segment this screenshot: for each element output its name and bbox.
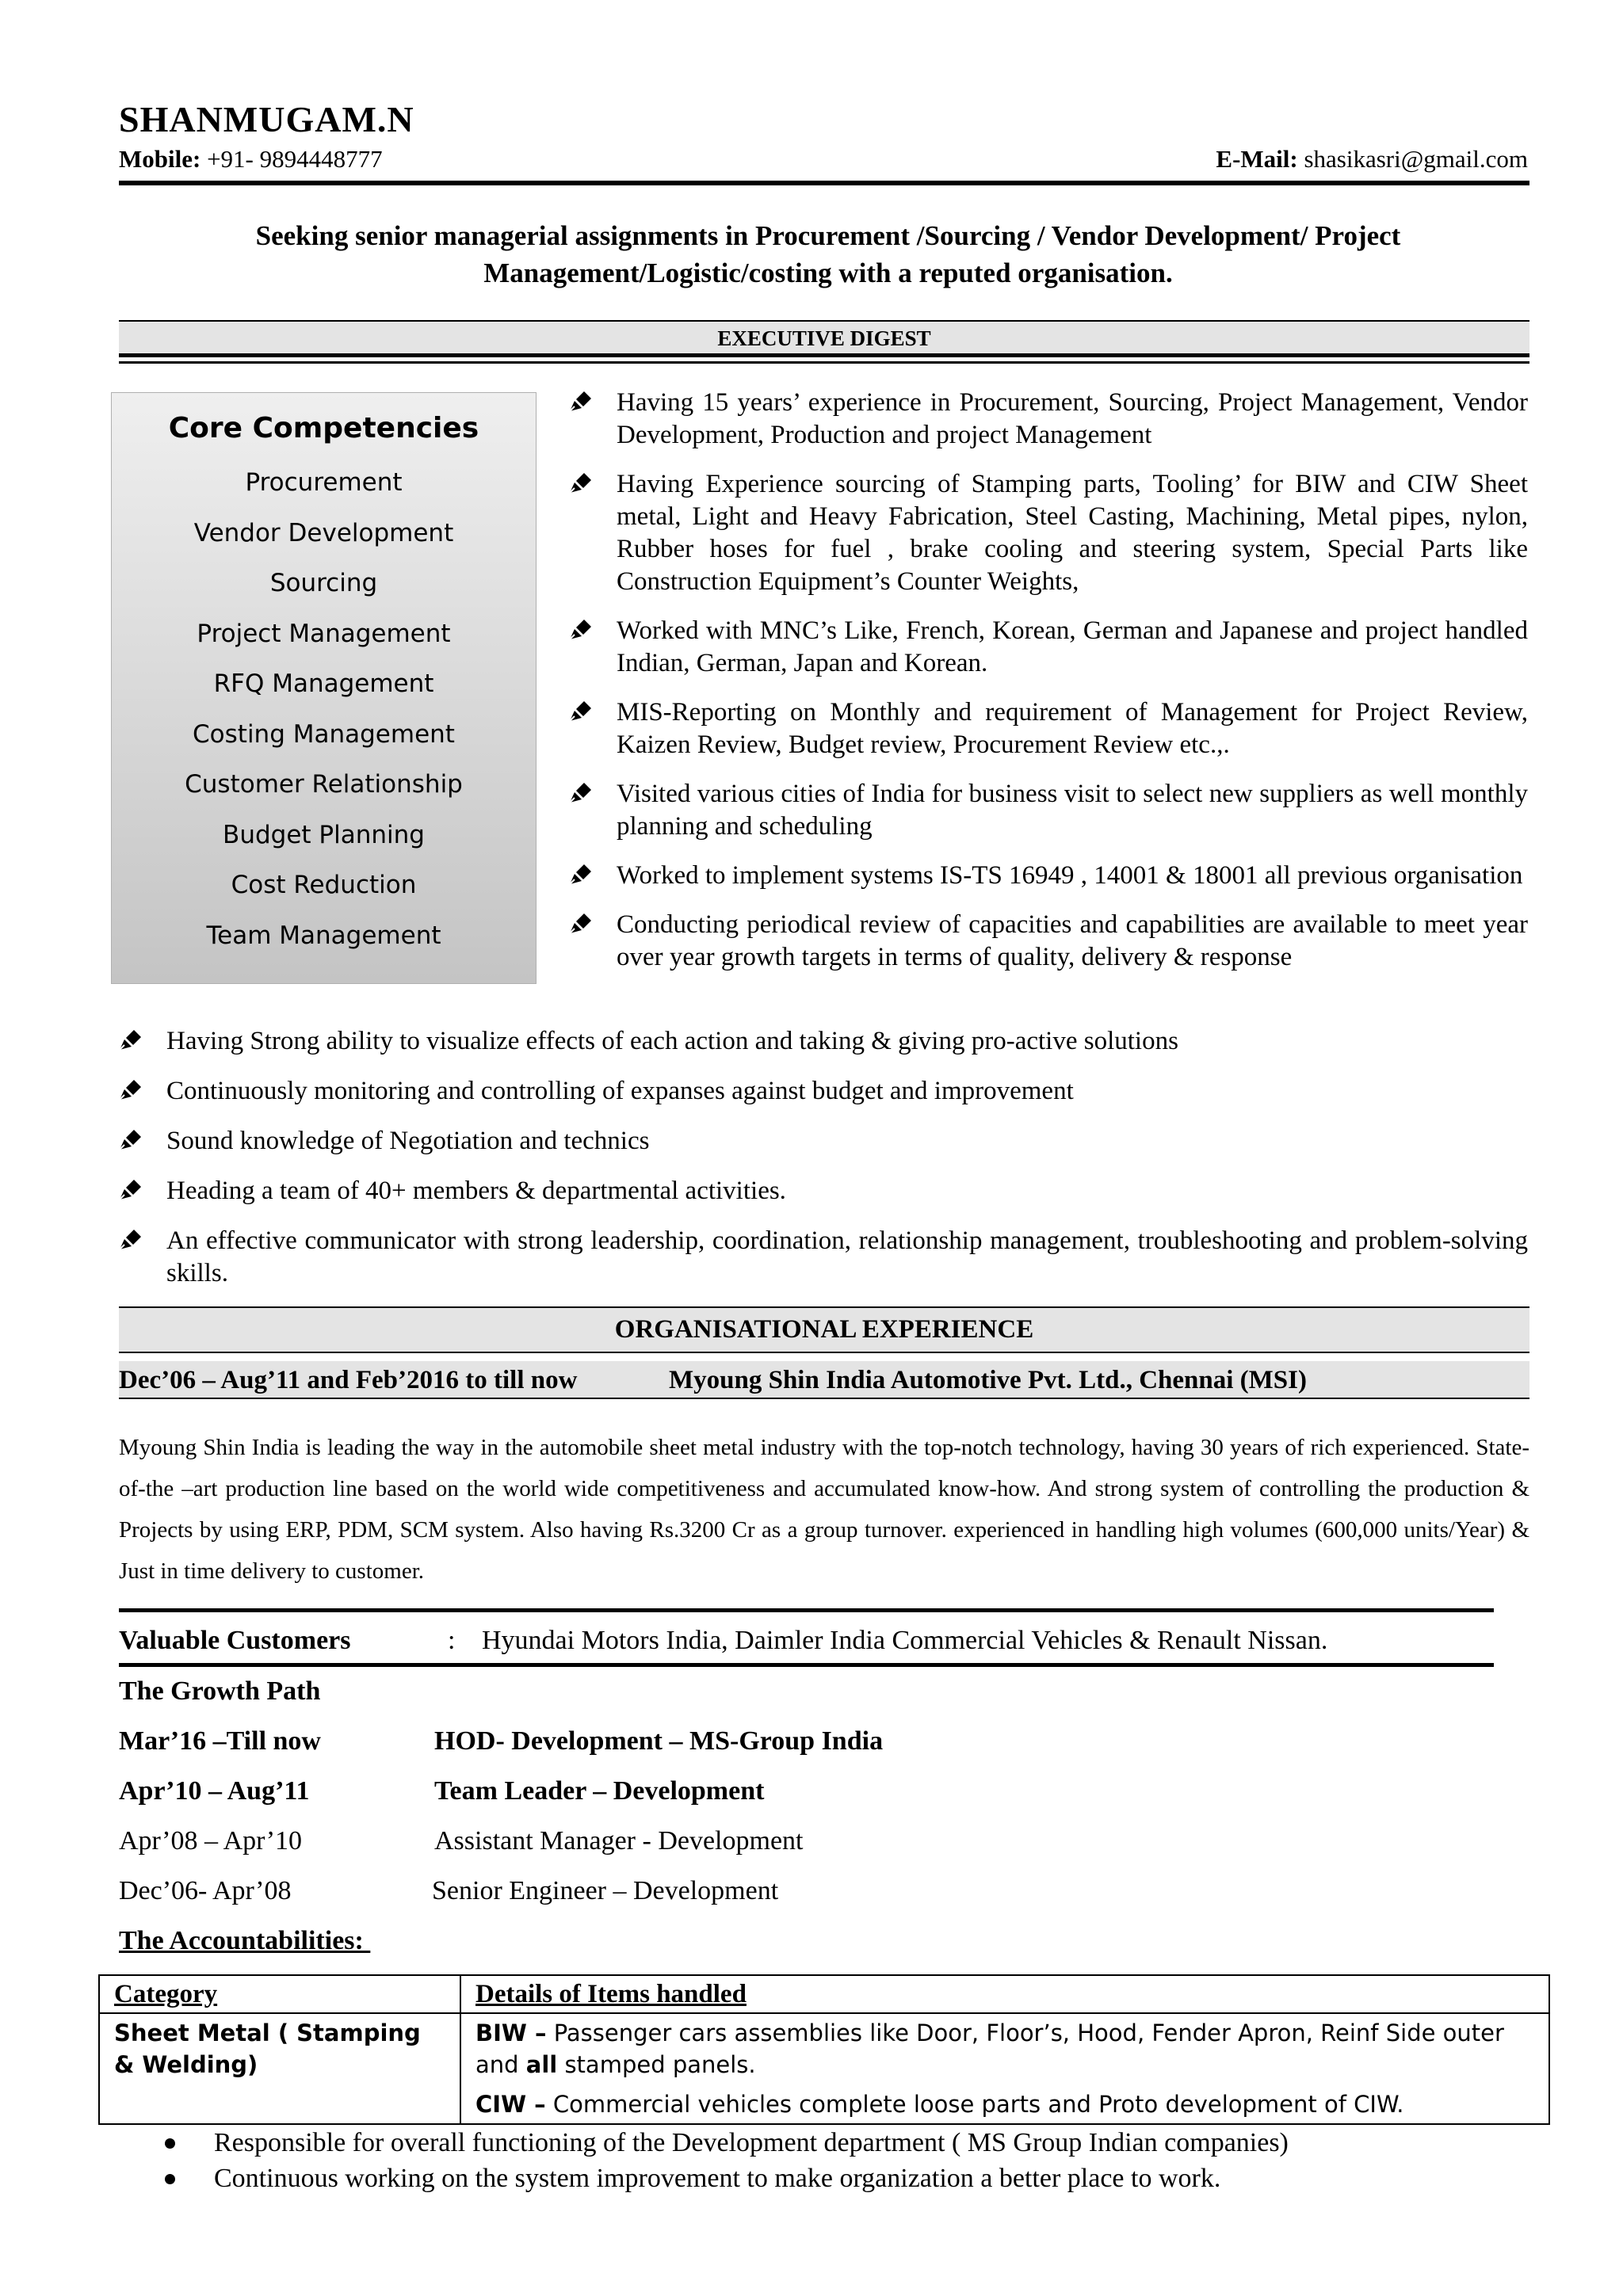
growth-period: Apr’10 – Aug’11 bbox=[119, 1776, 310, 1806]
digest-bullet bbox=[166, 1025, 1528, 1058]
digest-bullet-text: Visited various cities of India for business visit to select new suppliers as well monthly planning and scheduling bbox=[617, 780, 1528, 841]
competency-item bbox=[112, 458, 536, 509]
table-header-cell bbox=[460, 1975, 1549, 2013]
digest-bullet bbox=[617, 696, 1528, 761]
closing-bullet-text: Continuous working on the system improvement to make organization a better place to work. bbox=[214, 2164, 1221, 2193]
dot-icon bbox=[165, 2174, 175, 2184]
digest-bullet-text: Having Experience sourcing of Stamping parts, Tooling’ for BIW and CIW Sheet metal, Light and Heavy Fabrication, Steel Casting, Machining, Metal pipes, nylon, Rubber hoses for fuel , brake cooling and steering system, Special Parts like Construction Equipment’s Counter Weights, bbox=[617, 470, 1528, 596]
table-header-cell bbox=[99, 1975, 460, 2013]
digest-bullet-text: Having Strong ability to visualize effects of each action and taking & giving pro-active solutions bbox=[166, 1027, 1178, 1055]
column-header-category: Category bbox=[114, 1980, 218, 2008]
closing-bullet-text: Responsible for overall functioning of the Development department ( MS Group Indian companies) bbox=[214, 2128, 1289, 2157]
customers-value: Hyundai Motors India, Daimler India Commercial Vehicles & Renault Nissan. bbox=[482, 1626, 1328, 1655]
digest-bullet bbox=[166, 1075, 1528, 1108]
company-name: Myoung Shin India Automotive Pvt. Ltd., Chennai (MSI) bbox=[669, 1366, 1307, 1394]
competency-label: Budget Planning bbox=[223, 820, 425, 849]
closing-bullet bbox=[214, 2161, 1289, 2196]
digest-bullet-text: An effective communicator with strong leadership, coordination, relationship management, troubleshooting and problem-solving skills. bbox=[166, 1226, 1528, 1287]
details-cell bbox=[460, 2013, 1549, 2124]
customers-colon: : bbox=[448, 1626, 456, 1655]
table-header-row bbox=[99, 1975, 1549, 2013]
pen-nib-icon bbox=[567, 912, 593, 936]
biw-text: Passenger cars assemblies like Door, Floor’s, Hood, Fender Apron, Reinf Side outer and bbox=[475, 2019, 1504, 2078]
competency-item bbox=[112, 659, 536, 710]
digest-bullet bbox=[166, 1225, 1528, 1290]
competency-label: Procurement bbox=[245, 468, 403, 497]
email-line bbox=[1216, 145, 1528, 174]
section-title-executive-digest: EXECUTIVE DIGEST bbox=[717, 326, 931, 350]
pen-nib-icon bbox=[117, 1228, 143, 1252]
mobile-label: Mobile: bbox=[119, 145, 201, 173]
accountabilities-table bbox=[98, 1974, 1550, 2125]
company-rule bbox=[119, 1398, 1529, 1399]
growth-path-title: The Growth Path bbox=[119, 1676, 321, 1706]
employment-period: Dec’06 – Aug’11 and Feb’2016 to till now bbox=[119, 1366, 578, 1394]
competency-label: RFQ Management bbox=[213, 669, 434, 698]
digest-bottom-rule bbox=[119, 353, 1529, 357]
competency-label: Project Management bbox=[197, 619, 451, 648]
digest-bullet bbox=[617, 615, 1528, 680]
competency-label: Team Management bbox=[206, 921, 441, 950]
pen-nib-icon bbox=[567, 781, 593, 805]
ciw-label: CIW – bbox=[475, 2091, 546, 2118]
digest-bullet-text: Conducting periodical review of capacities and capabilities are available to meet year over year growth targets in terms of quality, delivery & response bbox=[617, 910, 1528, 971]
digest-bullet-text: Heading a team of 40+ members & departmental activities. bbox=[166, 1177, 786, 1205]
column-header-details: Details of Items handled bbox=[475, 1980, 747, 2008]
biw-line bbox=[475, 2017, 1534, 2081]
category-cell: Sheet Metal ( Stamping & Welding) bbox=[99, 2013, 460, 2124]
digest-bullet bbox=[617, 468, 1528, 598]
digest-bullets-full bbox=[166, 1025, 1528, 1290]
competency-item bbox=[112, 860, 536, 911]
pen-nib-icon bbox=[117, 1128, 143, 1152]
closing-bullet bbox=[214, 2125, 1289, 2161]
competency-item bbox=[112, 710, 536, 761]
core-competencies-box bbox=[111, 392, 537, 984]
pen-nib-icon bbox=[567, 863, 593, 887]
header-rule bbox=[119, 181, 1529, 185]
growth-role: HOD- Development – MS-Group India bbox=[434, 1726, 884, 1756]
digest-bottom-rule-2 bbox=[119, 361, 1529, 364]
customers-bottom-rule bbox=[119, 1663, 1494, 1667]
competency-label: Sourcing bbox=[269, 569, 378, 597]
digest-bullet-text: Worked with MNC’s Like, French, Korean, German and Japanese and project handled Indian, German, Japan and Korean. bbox=[617, 616, 1528, 677]
digest-bullet bbox=[617, 860, 1528, 892]
pen-nib-icon bbox=[567, 700, 593, 723]
competency-label: Cost Reduction bbox=[231, 871, 417, 899]
company-description: Myoung Shin India is leading the way in the automobile sheet metal industry with the top-notch technology, having 30 years of rich experienced. State-of-the –art production line based on the world wide competitiveness and accumulated know-how. And strong system of controlling the production & Projects by using ERP, PDM, SCM system. Also having Rs.3200 Cr as a group turnover. experienced in handling high volumes (600,000 units/Year) & Just in time delivery to customer. bbox=[119, 1435, 1529, 1584]
pen-nib-icon bbox=[117, 1028, 143, 1052]
growth-role: Assistant Manager - Development bbox=[434, 1826, 804, 1855]
pen-nib-icon bbox=[567, 471, 593, 495]
pen-nib-icon bbox=[117, 1178, 143, 1202]
growth-role: Senior Engineer – Development bbox=[432, 1876, 779, 1905]
table-row bbox=[99, 2013, 1549, 2124]
competency-item bbox=[112, 810, 536, 861]
biw-text-end: stamped panels. bbox=[557, 2051, 756, 2078]
growth-period: Apr’08 – Apr’10 bbox=[119, 1826, 303, 1855]
ciw-line bbox=[475, 2088, 1534, 2120]
digest-bullet bbox=[166, 1125, 1528, 1158]
biw-emphasis: all bbox=[525, 2051, 558, 2078]
career-objective: Seeking senior managerial assignments in Procurement /Sourcing / Vendor Development/ Project Management/Logistic/costing with a reputed organisation. bbox=[255, 220, 1401, 288]
pen-nib-icon bbox=[567, 618, 593, 642]
digest-bullet-text: Having 15 years’ experience in Procurement, Sourcing, Project Management, Vendor Development, Production and project Management bbox=[617, 388, 1528, 449]
growth-period: Dec’06- Apr’08 bbox=[119, 1876, 292, 1905]
digest-bullet bbox=[617, 387, 1528, 452]
competency-item bbox=[112, 509, 536, 559]
competency-list bbox=[112, 458, 536, 961]
experience-mid-rule bbox=[119, 1352, 1529, 1353]
customers-label: Valuable Customers bbox=[119, 1626, 351, 1655]
competency-label: Costing Management bbox=[193, 719, 455, 749]
competency-label: Vendor Development bbox=[193, 518, 454, 547]
competency-item bbox=[112, 911, 536, 962]
digest-bullet-text: MIS-Reporting on Monthly and requirement of Management for Project Review, Kaizen Review, Budget review, Procurement Review etc.,. bbox=[617, 698, 1528, 759]
mobile-value: +91- 9894448777 bbox=[200, 145, 383, 173]
customers-top-rule bbox=[119, 1608, 1494, 1612]
email-label: E-Mail: bbox=[1216, 145, 1298, 173]
email-value: shasikasri@gmail.com bbox=[1297, 145, 1528, 173]
digest-bullet bbox=[166, 1175, 1528, 1207]
accountabilities-title: The Accountabilities: bbox=[119, 1926, 371, 1955]
pen-nib-icon bbox=[117, 1078, 143, 1102]
digest-bullet-text: Continuously monitoring and controlling of expanses against budget and improvement bbox=[166, 1077, 1074, 1105]
growth-period: Mar’16 –Till now bbox=[119, 1726, 321, 1756]
section-title-organisational-experience: ORGANISATIONAL EXPERIENCE bbox=[614, 1315, 1034, 1344]
pen-nib-icon bbox=[567, 390, 593, 414]
digest-bullet-text: Sound knowledge of Negotiation and technics bbox=[166, 1127, 650, 1155]
competency-item bbox=[112, 609, 536, 660]
competency-item bbox=[112, 760, 536, 810]
digest-bullet-text: Worked to implement systems IS-TS 16949 , 14001 & 18001 all previous organisation bbox=[617, 861, 1523, 890]
ciw-text: Commercial vehicles complete loose parts and Proto development of CIW. bbox=[545, 2091, 1404, 2118]
competency-label: Customer Relationship bbox=[185, 770, 463, 799]
digest-bullet bbox=[617, 909, 1528, 974]
mobile-line bbox=[119, 145, 383, 174]
digest-bullets-right bbox=[617, 387, 1528, 974]
candidate-name: SHANMUGAM.N bbox=[119, 99, 414, 139]
growth-role: Team Leader – Development bbox=[434, 1776, 765, 1806]
closing-bullet-list bbox=[214, 2125, 1289, 2196]
competency-item bbox=[112, 559, 536, 609]
digest-bullet bbox=[617, 778, 1528, 843]
biw-label: BIW – bbox=[475, 2019, 547, 2046]
dot-icon bbox=[165, 2138, 175, 2149]
core-competencies-title: Core Competencies bbox=[168, 412, 479, 444]
